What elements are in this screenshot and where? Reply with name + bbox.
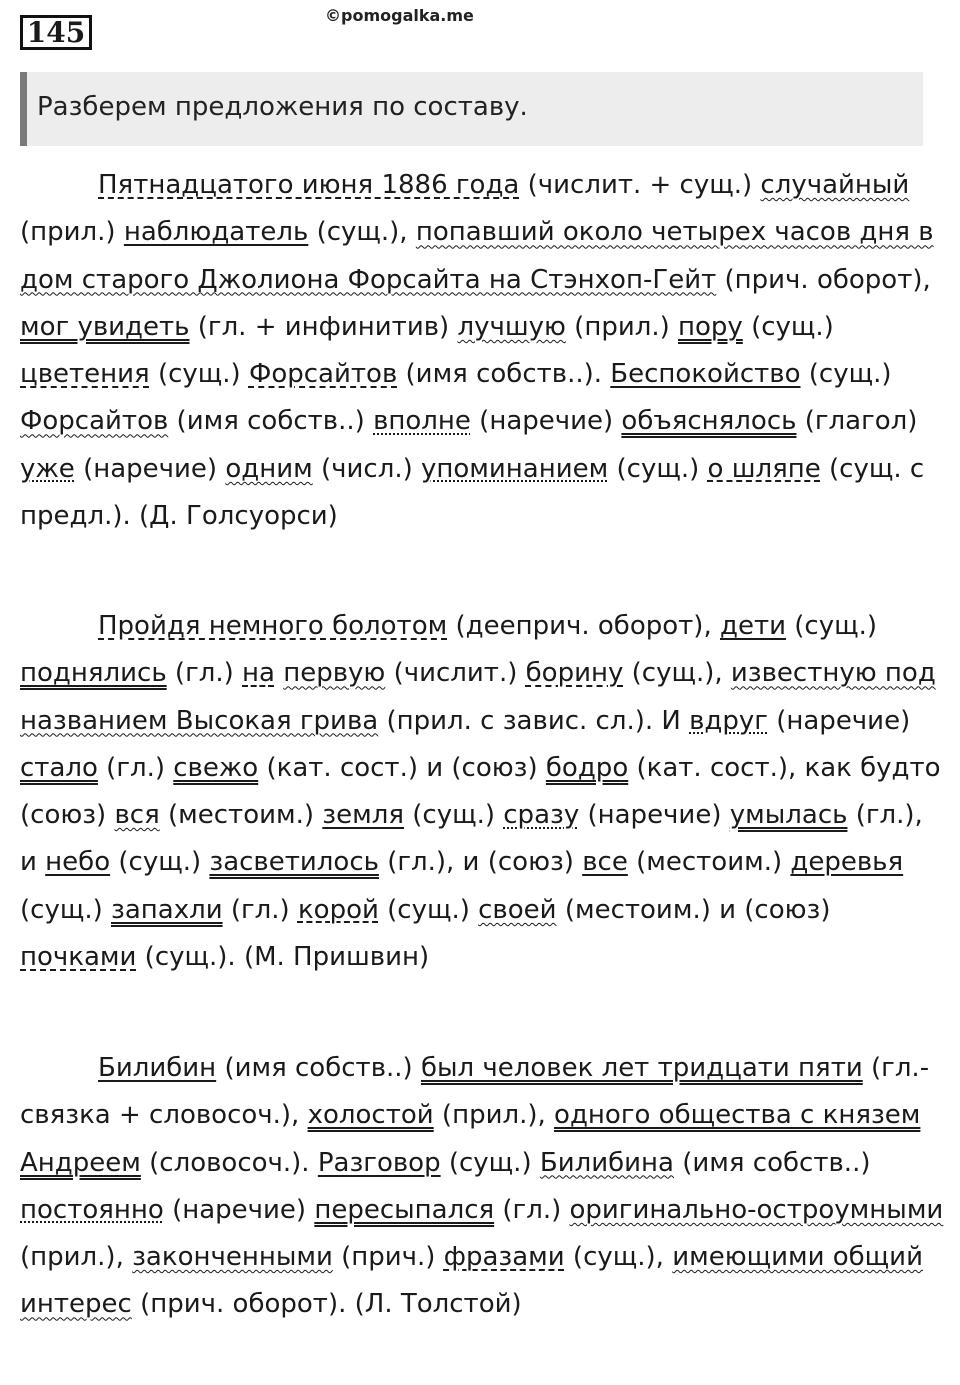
marked-word: Беспокойство [610,359,801,390]
exercise-number: 145 [20,15,92,50]
marked-word: на [242,658,275,689]
annotation-text: (числит. + сущ.) [519,170,761,200]
annotation-text: (сущ.) [149,359,249,390]
annotation-text: (гл.) [494,1194,570,1225]
marked-word: случайный [760,170,910,200]
annotation-text: (наречие) [74,453,226,484]
annotation-text: (прил.) [20,217,124,248]
marked-word: борину [525,658,624,689]
marked-word: вдруг [689,705,768,736]
annotation-text: (имя собств..). [397,359,611,390]
annotation-text: (сущ.) [378,894,479,925]
annotation-text: (имя собств..) [216,1053,421,1083]
marked-word: сразу [503,800,580,831]
instruction-text: Разберем предложения по составу. [37,92,528,122]
marked-word: Разговор [317,1147,441,1178]
annotation-text: (прич. оборот). (Л. Толстой) [131,1289,522,1320]
marked-word: о шляпе [707,453,821,484]
annotation-text: (сущ.) [608,453,708,484]
marked-word: цветения [20,359,150,390]
annotation-text: (наречие) [163,1194,315,1225]
annotation-text: (прил. с завис. сл.). И [378,705,690,736]
annotation-text: (гл.- связка + словосоч.), [20,1053,930,1131]
marked-word: пору [678,311,743,342]
annotation-text: (имя собств..) [673,1147,871,1178]
marked-word: Пройдя немного болотом [98,611,448,641]
annotation-text: (наречие) [579,800,730,831]
annotation-text: (сущ.) [800,359,892,390]
marked-word: упоминанием [421,453,609,484]
annotation-text: (гл.) [222,894,298,925]
annotation-text: (наречие) [470,406,622,437]
marked-word: все [582,847,628,878]
paragraph-tolstoy [20,1045,945,1329]
annotation-text: (сущ.), [564,1242,673,1273]
marked-word: умылась [729,800,848,831]
marked-word: одного общества с князем Андреем [20,1100,921,1178]
marked-word: имеющими общий интерес [20,1242,923,1320]
annotation-text: (числит.) [385,658,526,689]
marked-word: Билибина [539,1147,674,1178]
annotation-text: (местоим.) [159,800,323,831]
annotation-text: (кат. сост.), как будто (союз) [20,752,941,831]
marked-word: деревья [790,847,904,878]
marked-word: Форсайтов [248,359,398,390]
annotation-text: (сущ.) [110,847,210,878]
annotation-text: (наречие) [767,705,911,736]
annotation-text: (гл. + инфинитив) [189,311,458,342]
marked-word: поднялись [20,658,167,689]
annotation-text: (местоим.) [627,847,791,878]
annotation-text: (словосоч.). [140,1147,318,1178]
annotation-text: (гл.), и (союз) [378,847,583,878]
marked-word: Пятнадцатого июня 1886 года [98,170,520,200]
marked-word: уже [20,453,75,484]
marked-word: пересыпался [314,1194,495,1225]
paragraph-text [20,1045,945,1329]
paragraph-prishvin [20,603,945,981]
annotation-text: (гл.), и [20,800,923,878]
paragraph-galsworthy [20,162,945,540]
marked-word: одним [225,453,313,484]
annotation-text: (прил.), [433,1100,555,1131]
marked-word: корой [297,894,379,925]
annotation-text: (числ.) [312,453,421,484]
annotation-text: (сущ.) [742,311,834,342]
annotation-text: (прич. оборот), [716,264,931,295]
marked-word: попавший около четырех часов дня в дом старого Джолиона Форсайта на Стэнхоп-Гейт [20,217,934,295]
marked-word: свежо [173,752,259,783]
annotation-text: (сущ.) [786,611,877,641]
marked-word: земля [322,800,404,831]
annotation-text: (сущ.). (М. Пришвин) [136,942,430,973]
marked-word: наблюдатель [123,217,309,248]
annotation-text: (сущ.) [404,800,504,831]
marked-word: дети [719,611,786,641]
annotation-text: (имя собств..) [168,406,374,437]
marked-word: Билибин [98,1053,217,1083]
annotation-text: (сущ.) [440,1147,540,1178]
marked-word: фразами [443,1242,565,1273]
annotation-text: (кат. сост.) и (союз) [258,752,546,783]
marked-word: постоянно [20,1194,164,1225]
marked-word: оригинально-остроумными [569,1194,944,1225]
marked-word: бодро [545,752,629,783]
annotation-text: (дееприч. оборот), [447,611,720,641]
annotation-text: (глагол) [796,406,918,437]
marked-word: объяснялось [621,406,797,437]
marked-word: был человек лет тридцати пяти [420,1053,863,1083]
marked-word: известную под названием Высокая грива [20,658,936,736]
paragraph-text [20,162,945,540]
annotation-text: (сущ. с предл.). (Д. Голсуорси) [20,453,925,532]
annotation-text: (прил.), [20,1242,133,1273]
marked-word: Форсайтов [20,406,169,437]
annotation-text: (гл.) [166,658,243,689]
watermark: ©pomogalka.me [325,6,474,25]
marked-word: вся [114,800,160,831]
marked-word: первую [283,658,386,689]
marked-word: мог увидеть [20,311,190,342]
marked-word: законченными [132,1242,333,1273]
marked-word: вполне [373,406,471,437]
marked-word: лучшую [457,311,566,342]
annotation-text [275,658,283,688]
marked-word: холостой [307,1100,434,1131]
marked-word: небо [45,847,111,878]
annotation-text: (прич.) [332,1242,444,1273]
annotation-text: (сущ.), [308,217,416,248]
marked-word: засветилось [209,847,379,878]
annotation-text: (прил.) [565,311,679,342]
marked-word: запахли [111,894,223,925]
instruction-banner [20,72,923,146]
annotation-text: (гл.) [97,752,174,783]
annotation-text: (местоим.) и (союз) [556,894,831,925]
annotation-text: (сущ.) [20,894,111,925]
annotation-text: (сущ.), [623,658,731,689]
marked-word: своей [478,894,557,925]
paragraph-text [20,603,945,981]
marked-word: стало [20,752,98,783]
marked-word: почками [20,942,137,973]
